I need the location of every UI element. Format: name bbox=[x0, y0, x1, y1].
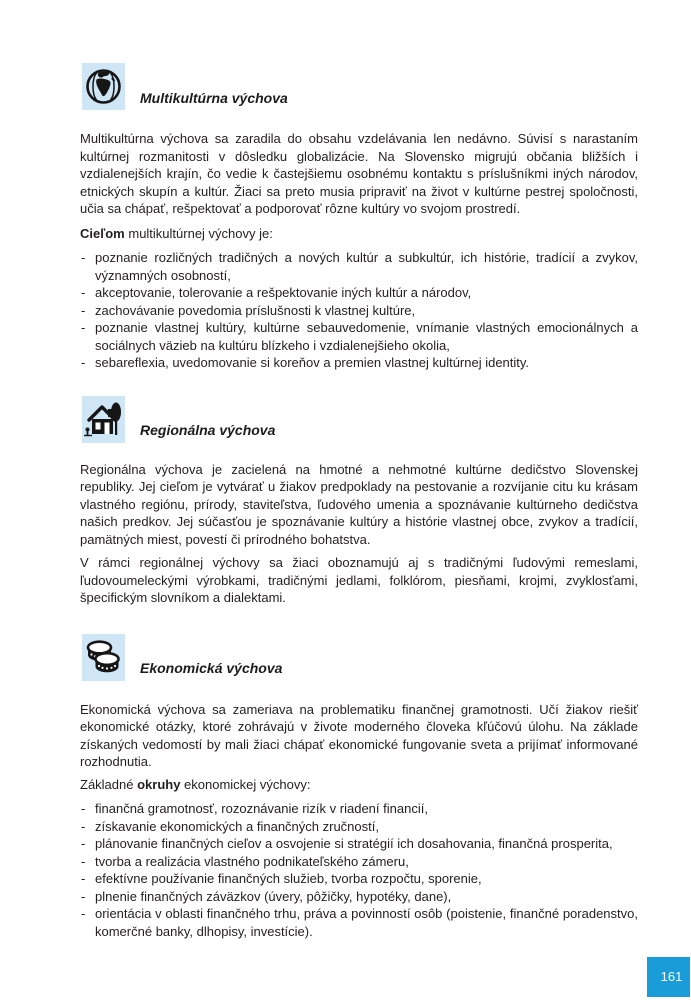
list-item bbox=[80, 800, 638, 818]
lead-bold: okruhy bbox=[137, 776, 181, 792]
list-item bbox=[80, 835, 638, 853]
list-item-text: tvorba a realizácia vlastného podnikateľského zámeru, bbox=[95, 853, 409, 869]
list-item bbox=[80, 870, 638, 888]
dash-bullet: - bbox=[81, 871, 86, 886]
lead-post: multikultúrnej výchovy je: bbox=[124, 225, 273, 241]
list-item bbox=[80, 354, 638, 372]
dash-bullet: - bbox=[81, 801, 86, 816]
list-item-text: sebareflexia, uvedomovanie si koreňov a premien vlastnej kultúrnej identity. bbox=[95, 355, 530, 370]
list-item bbox=[80, 888, 638, 906]
section-header bbox=[80, 396, 638, 443]
coins-icon bbox=[82, 634, 125, 681]
list-item bbox=[80, 249, 638, 284]
lead-post: ekonomickej výchovy: bbox=[180, 776, 311, 792]
list-item-text: poznanie rozličných tradičných a nových kultúr a subkultúr, ich histórie, tradícií a zvykov, významných osobností, bbox=[95, 250, 638, 283]
paragraph: V rámci regionálnej výchovy sa žiaci oboznamujú aj s tradičnými ľudovými remeslami, ľudovoumeleckými výrobkami, tradičnými jedlami, folklórom, piesňami, krojmi, zvyklosťami, špecifickým slovníkom a dialektami. bbox=[80, 555, 638, 605]
lead-line bbox=[80, 225, 638, 243]
list-item-text: zachovávanie povedomia príslušnosti k vlastnej kultúre, bbox=[95, 302, 416, 318]
dash-bullet: - bbox=[81, 355, 86, 370]
list-item bbox=[80, 284, 638, 302]
bullet-list bbox=[80, 249, 638, 372]
list-item-text: plánovanie finančných cieľov a osvojenie si stratégií ich dosahovania, finančná prosperita, bbox=[95, 836, 613, 851]
lead-pre: Základné bbox=[80, 776, 138, 792]
page-number: 161 bbox=[660, 969, 683, 985]
list-item-text: orientácia v oblasti finančného trhu, práva a povinností osôb (poistenie, finančné poradenstvo, komerčné banky, dlhopisy, investície). bbox=[95, 906, 638, 939]
globe-icon bbox=[82, 63, 125, 110]
list-item bbox=[80, 905, 638, 940]
lead-line bbox=[80, 776, 638, 794]
lead-bold: Cieľom bbox=[80, 225, 125, 241]
list-item-text: akceptovanie, tolerovanie a rešpektovanie iných kultúr a národov, bbox=[95, 285, 472, 300]
section-header bbox=[80, 0, 638, 110]
list-item bbox=[80, 319, 638, 354]
list-item-text: plnenie finančných záväzkov (úvery, pôžičky, hypotéky, dane), bbox=[95, 888, 452, 904]
section-multicultural-education bbox=[80, 0, 638, 372]
dash-bullet: - bbox=[81, 836, 86, 851]
dash-bullet: - bbox=[81, 818, 86, 834]
page-number-badge bbox=[647, 957, 690, 997]
list-item bbox=[80, 853, 638, 871]
list-item-text: získavanie ekonomických a finančných zručností, bbox=[95, 818, 379, 834]
list-item bbox=[80, 302, 638, 320]
list-item-text: efektívne používanie finančných služieb, tvorba rozpočtu, sporenie, bbox=[95, 871, 482, 886]
section-heading: Multikultúrna výchova bbox=[140, 89, 288, 106]
section-heading: Ekonomická výchova bbox=[140, 660, 283, 676]
list-item-text: poznanie vlastnej kultúry, kultúrne sebauvedomenie, vnímanie vlastných emocionálnych a sociálnych väzieb na kultúru blízkeho i vzdialenejšieho okolia, bbox=[95, 320, 638, 353]
paragraph: Regionálna výchova je zacielená na hmotné a nehmotné kultúrne dedičstvo Slovenskej republiky. Jej cieľom je vytvárať u žiakov predpoklady na pestovanie a rozvíjanie citu ku krásam vlastného regiónu, prírody, staviteľstva, ľudového umenia a spoznávanie kultúrneho dedičstva našich predkov. Jej súčasťou je spoznávanie kultúry a histórie vlastnej obce, zvykov a tradícií, pamätných miest, povestí či prírodného bohatstva. bbox=[80, 461, 638, 547]
page-content bbox=[80, 0, 638, 940]
section-header bbox=[80, 634, 638, 681]
dash-bullet: - bbox=[81, 320, 86, 335]
paragraph: Multikultúrna výchova sa zaradila do obsahu vzdelávania len nedávno. Súvisí s narastaním kultúrnej rozmanitosti v dôsledku globalizácie. Na Slovensko migrujú občania bližších i vzdialenejších krajín, čo vedie k častejšiemu osobnému kontaktu s príslušníkmi iných národov, etnických skupín a kultúr. Žiaci sa preto musia pripraviť na život v kultúrne pestrej spoločnosti, učia sa chápať, rešpektovať a podporovať rôzne kultúry vo svojom prostredí. bbox=[80, 131, 638, 216]
section-heading: Regionálna výchova bbox=[140, 422, 276, 438]
dash-bullet: - bbox=[81, 285, 86, 300]
section-regional-education bbox=[80, 396, 638, 607]
section-economic-education bbox=[80, 634, 638, 941]
dash-bullet: - bbox=[81, 250, 86, 265]
bullet-list bbox=[80, 800, 638, 940]
house-icon bbox=[82, 396, 125, 443]
dash-bullet: - bbox=[81, 853, 86, 869]
paragraph: Ekonomická výchova sa zameriava na problematiku finančnej gramotnosti. Učí žiakov riešiť ekonomické otázky, ktoré zohrávajú v živote moderného človeka kľúčovú úlohu. Na základe získaných vedomostí by mali žiaci chápať ekonomické fungovanie sveta a prijímať informované rozhodnutia. bbox=[80, 701, 638, 769]
list-item-text: finančná gramotnosť, rozoznávanie rizík v riadení financií, bbox=[95, 801, 428, 816]
dash-bullet: - bbox=[81, 888, 86, 904]
list-item bbox=[80, 818, 638, 836]
dash-bullet: - bbox=[81, 302, 86, 318]
dash-bullet: - bbox=[81, 906, 86, 921]
